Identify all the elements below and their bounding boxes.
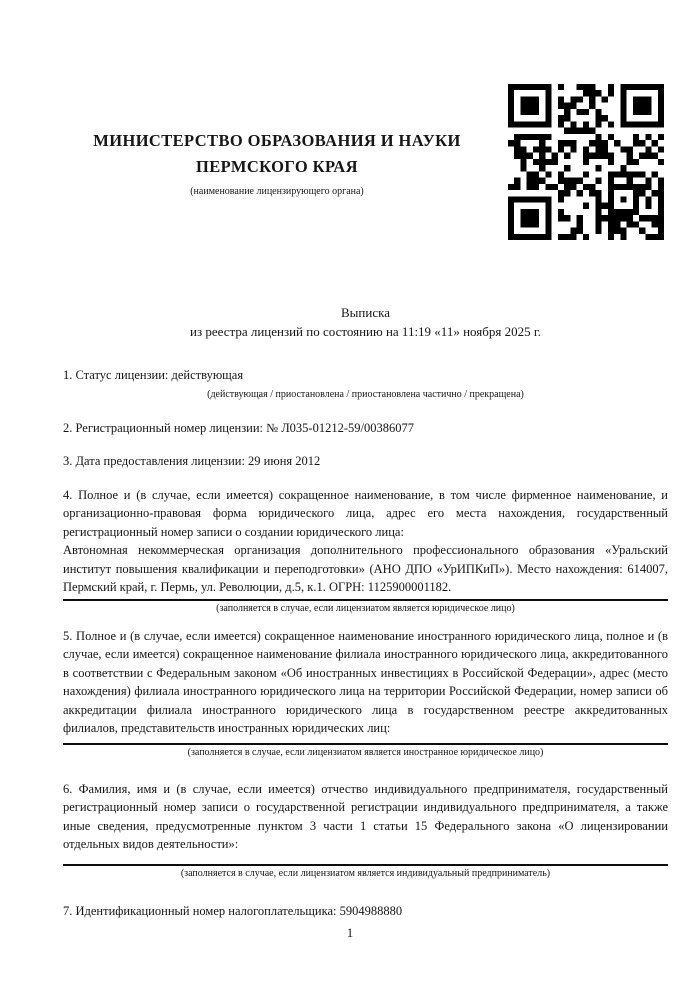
foreign-entity-label: 5. Полное и (в случае, если имеется) сокращенное наименование иностранного юридического лица, полное и (в случае, если имеется) сокращенное наименование филиала иностранного юридического лица, аккредитованного в соответствии с Федеральным законом «Об иностранных инвестициях в Российской Федерации», адрес (место нахождения) филиала иностранного юридического лица на территории Российской Федерации, номер записи об аккредитации филиала иностранного юридического лица в государственном реестре аккредитованных филиалов, представительств иностранных юридических лиц: bbox=[63, 628, 668, 735]
legal-entity-label: 4. Полное и (в случае, если имеется) сокращенное наименование, в том числе фирменное наименование, и организационно-правовая форма юридического лица, адрес его места нахождения, государственный регистрационный номер записи о создании юридического лица: bbox=[63, 487, 668, 539]
licensing-authority-header bbox=[63, 128, 491, 198]
legal-entity-section bbox=[63, 486, 668, 616]
page-number: 1 bbox=[346, 926, 354, 940]
entrepreneur-caption: (заполняется в случае, если лицензиатом является индивидуальный предприниматель) bbox=[180, 867, 551, 879]
foreign-entity-section bbox=[63, 627, 668, 760]
ministry-name-line1: МИНИСТЕРСТВО ОБРАЗОВАНИЯ И НАУКИ bbox=[93, 131, 461, 150]
taxpayer-number: 7. Идентификационный номер налогоплательщика: 5904988880 bbox=[63, 903, 403, 918]
document-title: Выписка bbox=[341, 305, 390, 320]
registration-number: 2. Регистрационный номер лицензии: № Л035-01212-59/00386077 bbox=[63, 420, 414, 435]
license-grant-date: 3. Дата предоставления лицензии: 29 июня 2012 bbox=[63, 454, 321, 468]
document-body bbox=[63, 366, 668, 920]
legal-entity-caption: (заполняется в случае, если лицензиатом является юридическое лицо) bbox=[216, 602, 515, 614]
ministry-name-line2: ПЕРМСКОГО КРАЯ bbox=[196, 157, 358, 176]
legal-entity-underline bbox=[63, 599, 668, 601]
foreign-entity-caption: (заполняется в случае, если лицензиатом является иностранное юридическое лицо) bbox=[187, 746, 544, 758]
legal-entity-value: Автономная некоммерческая организация дополнительного профессионального образования «Уральский институт повышения квалификации и переподготовки» (АНО ДПО «УрИПКиП»). Место нахождения: 614007, Пермский край, г. Пермь, ул. Революции, д.5, к.1. ОГРН: 1125900001182. bbox=[63, 543, 668, 594]
entrepreneur-label: 6. Фамилия, имя и (в случае, если имеется) отчество индивидуального предпринимателя, государственный регистрационный номер записи о государственной регистрации индивидуального предпринимателя, а также иные сведения, предусмотренные пунктом 3 части 1 статьи 15 Федерального закона «О лицензировании отдельных видов деятельности»: bbox=[63, 781, 668, 851]
entrepreneur-underline bbox=[63, 864, 668, 866]
qr-code-icon bbox=[508, 84, 664, 240]
license-status-options-caption: (действующая / приостановлена / приостановлена частично / прекращена) bbox=[207, 388, 524, 400]
foreign-entity-underline bbox=[63, 743, 668, 745]
ministry-caption: (наименование лицензирующего органа) bbox=[190, 186, 364, 197]
entrepreneur-section bbox=[63, 780, 668, 881]
document-title-block bbox=[63, 304, 668, 341]
document-subtitle: из реестра лицензий по состоянию на 11:19 «11» ноября 2025 г. bbox=[190, 323, 541, 339]
license-status: 1. Статус лицензии: действующая bbox=[63, 368, 244, 382]
